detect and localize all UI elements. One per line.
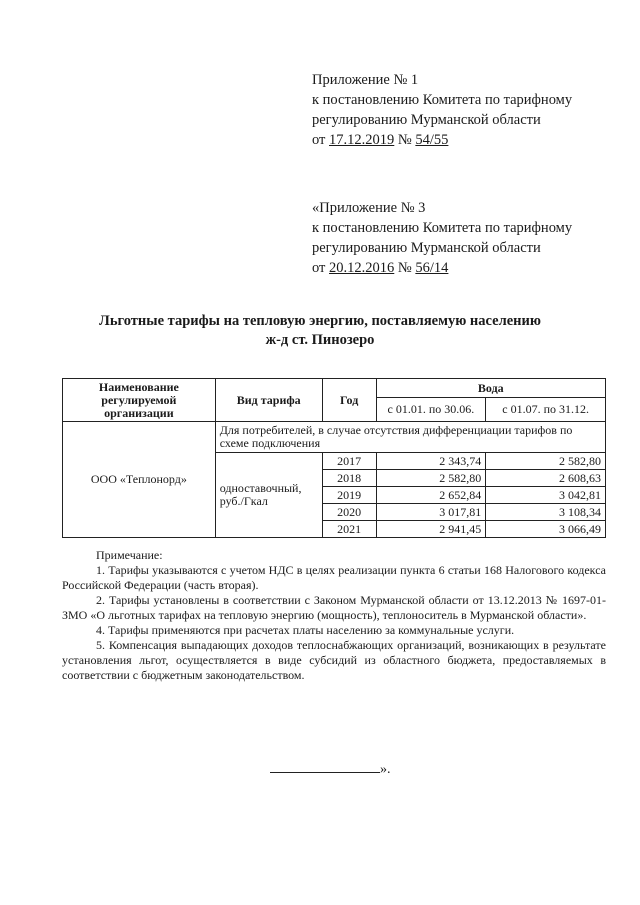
signature-line (270, 760, 380, 773)
appendix-3-header (312, 198, 612, 278)
year-cell: 2017 (322, 453, 376, 470)
appendix-1-date: 17.12.2019 (329, 132, 395, 148)
notes-heading: Примечание: (96, 548, 163, 562)
appendix-1-line2: к постановлению Комитета по тарифному (312, 92, 573, 108)
closing-quote: ». (380, 762, 391, 777)
appendix-1-number: 54/55 (415, 132, 449, 148)
consumer-note-cell: Для потребителей, в случае отсутствия дифференциации тарифов по схеме подключения (215, 422, 605, 453)
value-period-2: 3 066,49 (486, 521, 606, 538)
tariff-label-cell: одноставочный, руб./Гкал (215, 453, 322, 538)
document-title-line2: ж-д ст. Пинозеро (265, 332, 375, 348)
value-period-2: 3 108,34 (486, 504, 606, 521)
note-item: 2. Тарифы установлены в соответствии с Законом Мурманской области от 13.12.2013 № 1697-01-ЗМО «О льготных тарифах на тепловую энергию (мощность), теплоноситель в Мурманской области». (62, 593, 606, 622)
header-tariff-type: Вид тарифа (215, 379, 322, 422)
year-cell: 2018 (322, 470, 376, 487)
appendix-3-num-sign: № (394, 260, 416, 276)
value-period-1: 2 941,45 (376, 521, 486, 538)
value-period-2: 2 582,80 (486, 453, 606, 470)
value-period-2: 2 608,63 (486, 470, 606, 487)
appendix-1-date-line (312, 130, 612, 150)
year-cell: 2019 (322, 487, 376, 504)
header-period-2: с 01.07. по 31.12. (486, 398, 606, 422)
note-item: 1. Тарифы указываются с учетом НДС в целях реализации пункта 6 статьи 168 Налогового кодекса Российской Федерации (часть вторая). (62, 563, 606, 592)
year-cell: 2021 (322, 521, 376, 538)
appendix-1-prefix: от (312, 132, 330, 148)
appendix-3-title: «Приложение № 3 (312, 200, 426, 216)
notes-section (62, 548, 606, 683)
header-org: Наименование регулируемой организации (63, 379, 216, 422)
appendix-1-title: Приложение № 1 (312, 72, 419, 88)
value-period-1: 2 343,74 (376, 453, 486, 470)
org-name-cell: ООО «Теплонорд» (63, 422, 216, 538)
year-cell: 2020 (322, 504, 376, 521)
appendix-3-line2: к постановлению Комитета по тарифному (312, 220, 573, 236)
header-year: Год (322, 379, 376, 422)
appendix-3-prefix: от (312, 260, 330, 276)
document-title (40, 312, 600, 350)
value-period-1: 2 582,80 (376, 470, 486, 487)
value-period-1: 3 017,81 (376, 504, 486, 521)
closing-mark (270, 760, 391, 779)
value-period-2: 3 042,81 (486, 487, 606, 504)
value-period-1: 2 652,84 (376, 487, 486, 504)
appendix-3-date-line (312, 258, 612, 278)
note-item: 5. Компенсация выпадающих доходов теплоснабжающих организаций, возникающих в результате установления льгот, осуществляется в виде субсидий из областного бюджета, предоставляемых в соответствии с бюджетным законодательством. (62, 638, 606, 682)
appendix-1-num-sign: № (394, 132, 416, 148)
note-item: 4. Тарифы применяются при расчетах платы населению за коммунальные услуги. (96, 623, 515, 637)
appendix-3-line3: регулированию Мурманской области (312, 240, 541, 256)
appendix-1-line3: регулированию Мурманской области (312, 112, 541, 128)
appendix-3-number: 56/14 (415, 260, 449, 276)
tariff-table (62, 378, 606, 538)
appendix-1-header (312, 70, 612, 150)
document-title-line1: Льготные тарифы на тепловую энергию, поставляемую населению (99, 313, 541, 329)
header-group-water: Вода (376, 379, 605, 398)
header-period-1: с 01.01. по 30.06. (376, 398, 486, 422)
appendix-3-date: 20.12.2016 (329, 260, 395, 276)
